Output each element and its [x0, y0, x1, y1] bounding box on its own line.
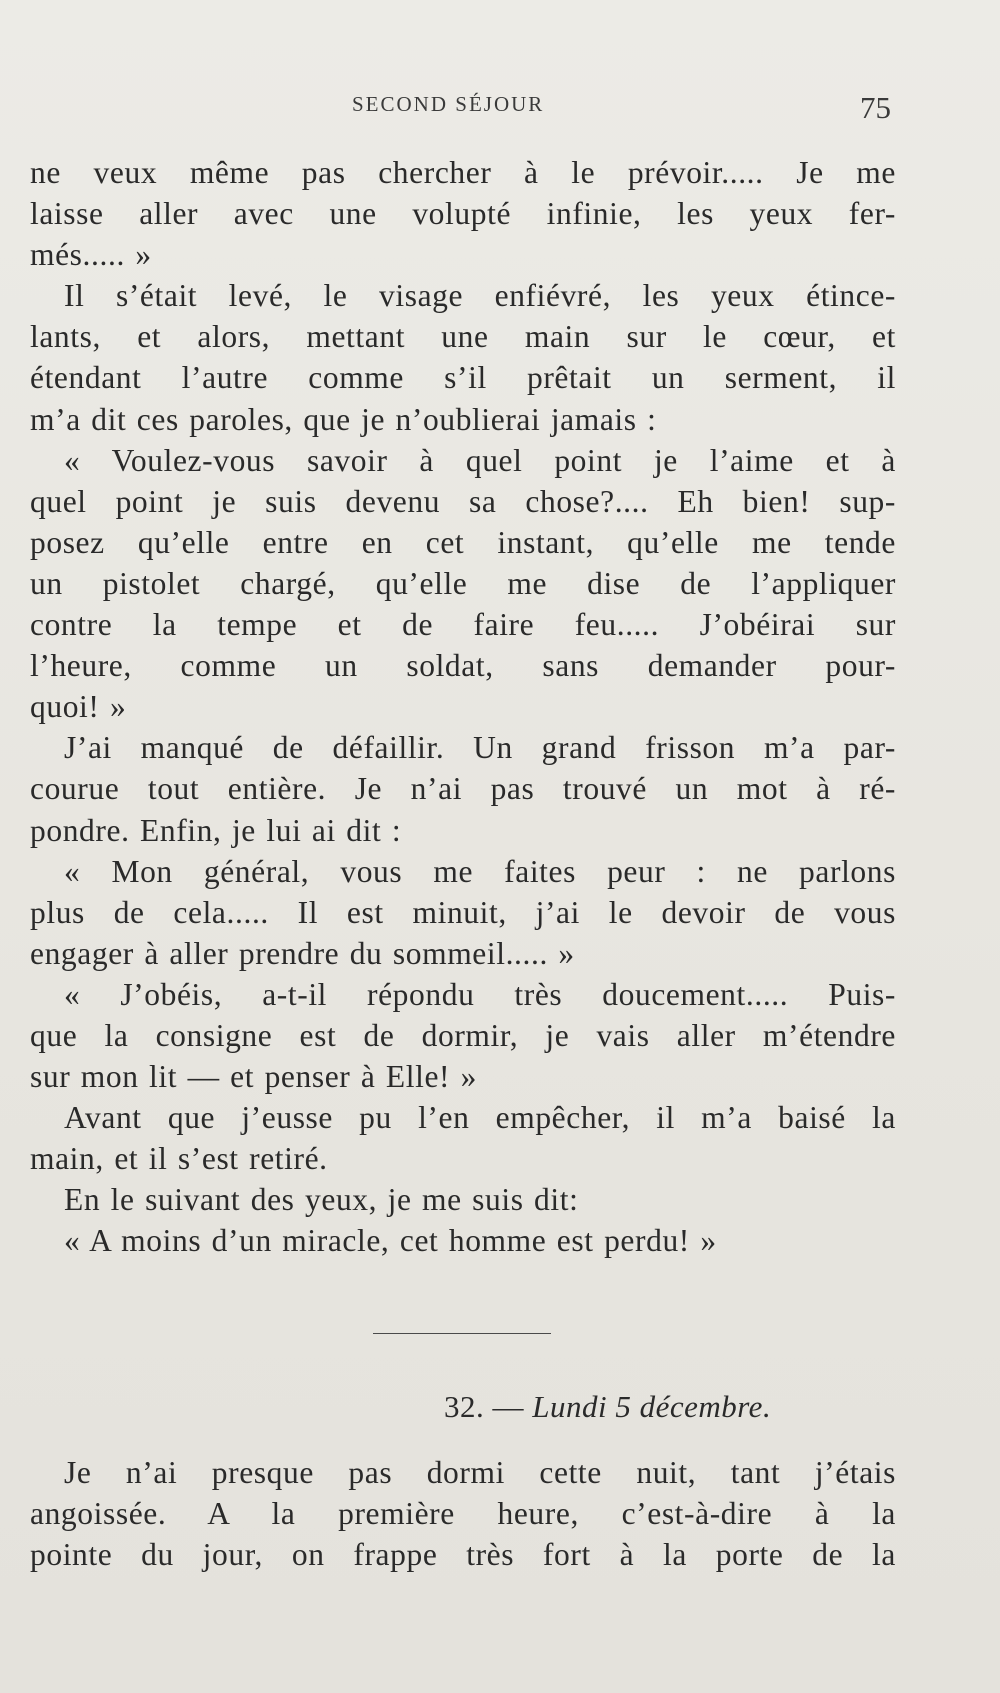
text-line: courue tout entière. Je n’ai pas trouvé un mot à ré- [30, 771, 896, 807]
text-line: engager à aller prendre du sommeil..... » [30, 935, 575, 971]
running-head-title: SECOND SÉJOUR [352, 92, 545, 116]
text-line: quoi! » [30, 689, 127, 725]
text-line: laisse aller avec une volupté infinie, les yeux fer- [30, 196, 896, 232]
entry-date: Lundi 5 décembre. [532, 1389, 772, 1424]
body-text-continued [30, 1452, 896, 1575]
entry-number: 32. — [444, 1389, 533, 1424]
text-line: angoissée. A la première heure, c’est-à-dire à la [30, 1496, 896, 1532]
text-line: En le suivant des yeux, je me suis dit: [64, 1182, 579, 1218]
text-line: pondre. Enfin, je lui ai dit : [30, 812, 402, 848]
text-line: « Mon général, vous me faites peur : ne parlons [64, 853, 896, 889]
text-line: més..... » [30, 237, 152, 273]
text-line: étendant l’autre comme s’il prêtait un serment, il [30, 360, 896, 396]
diary-entry-heading [444, 1389, 771, 1425]
page-number: 75 [860, 90, 891, 125]
text-line: pointe du jour, on frappe très fort à la porte de la [30, 1537, 896, 1573]
text-line: Avant que j’eusse pu l’en empêcher, il m’a baisé la [64, 1100, 896, 1136]
text-line: posez qu’elle entre en cet instant, qu’elle me tende [30, 524, 896, 560]
body-text [30, 152, 896, 1262]
text-line: m’a dit ces paroles, que je n’oublierai jamais : [30, 401, 657, 437]
text-line: Je n’ai presque pas dormi cette nuit, tant j’étais [64, 1455, 896, 1490]
text-line: J’ai manqué de défaillir. Un grand frisson m’a par- [64, 730, 896, 766]
text-line: lants, et alors, mettant une main sur le cœur, et [30, 319, 896, 355]
section-separator-rule [373, 1333, 551, 1334]
text-line: main, et il s’est retiré. [30, 1141, 328, 1177]
text-line: Il s’était levé, le visage enfiévré, les yeux étince- [64, 278, 896, 314]
running-head [0, 90, 1000, 125]
text-line: l’heure, comme un soldat, sans demander pour- [30, 648, 896, 684]
text-line: sur mon lit — et penser à Elle! » [30, 1059, 477, 1095]
text-line: « J’obéis, a-t-il répondu très doucement..... Puis- [64, 976, 896, 1012]
text-line: ne veux même pas chercher à le prévoir..... Je me [30, 155, 896, 190]
text-line: « Voulez-vous savoir à quel point je l’aime et à [64, 442, 896, 478]
text-line: contre la tempe et de faire feu..... J’obéirai sur [30, 607, 896, 643]
text-line: que la consigne est de dormir, je vais aller m’étendre [30, 1017, 896, 1053]
text-line: « A moins d’un miracle, cet homme est perdu! » [64, 1223, 717, 1259]
text-line: plus de cela..... Il est minuit, j’ai le devoir de vous [30, 894, 896, 930]
text-line: un pistolet chargé, qu’elle me dise de l’appliquer [30, 565, 896, 601]
text-line: quel point je suis devenu sa chose?.... Eh bien! sup- [30, 483, 896, 519]
